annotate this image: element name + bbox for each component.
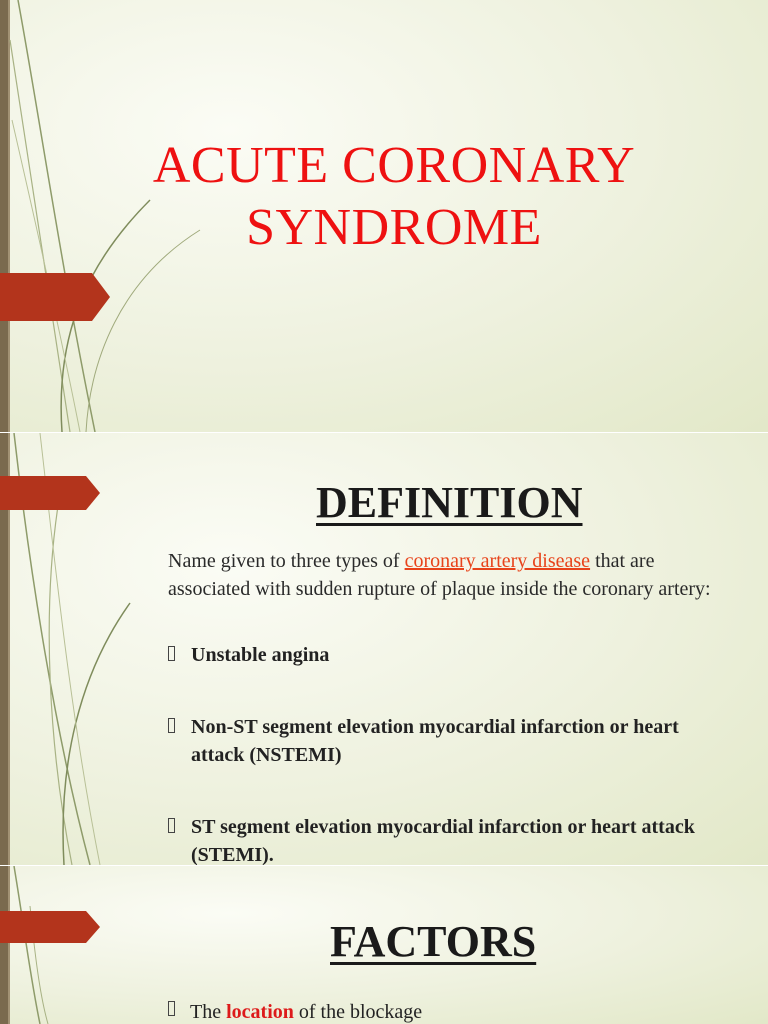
coronary-artery-disease-link[interactable]: coronary artery disease [404,550,591,572]
definition-slide [0,433,768,865]
bullet-box-icon [168,1001,175,1016]
intro-text-end: that are associated with sudden rupture of plaque inside the coronary artery: [168,550,711,600]
bullet-text: Non-ST segment elevation myocardial infarction or heart attack (NSTEMI) [191,716,679,766]
factors-heading: FACTORS [330,917,537,966]
definition-intro [168,547,718,603]
bullet-text: ST segment elevation myocardial infarction or heart attack (STEMI). [191,816,695,865]
rust-arrow-tab [0,273,110,321]
title-slide [0,0,768,432]
acs-types-list [166,641,726,865]
presentation-title [60,135,728,259]
list-item [166,641,726,669]
bullet-box-icon [168,718,175,733]
intro-text-start: Name given to three types of [168,550,405,572]
rust-arrow-tab [0,476,100,524]
list-item [166,813,726,865]
factor-item [168,998,422,1024]
title-line-1: ACUTE CORONARY [152,137,636,194]
factors-slide [0,866,768,1024]
bullet-box-icon [168,818,175,833]
factor-text-start: The [190,1001,227,1023]
factor-text-end: of the blockage [293,1001,423,1023]
rust-arrow-tab [0,911,100,959]
definition-heading: DEFINITION [316,478,583,527]
list-item [166,713,726,769]
bullet-text: Unstable angina [191,644,330,666]
bullet-box-icon [168,646,175,661]
factor-highlight: location [226,1001,294,1023]
title-line-2: SYNDROME [246,199,542,256]
